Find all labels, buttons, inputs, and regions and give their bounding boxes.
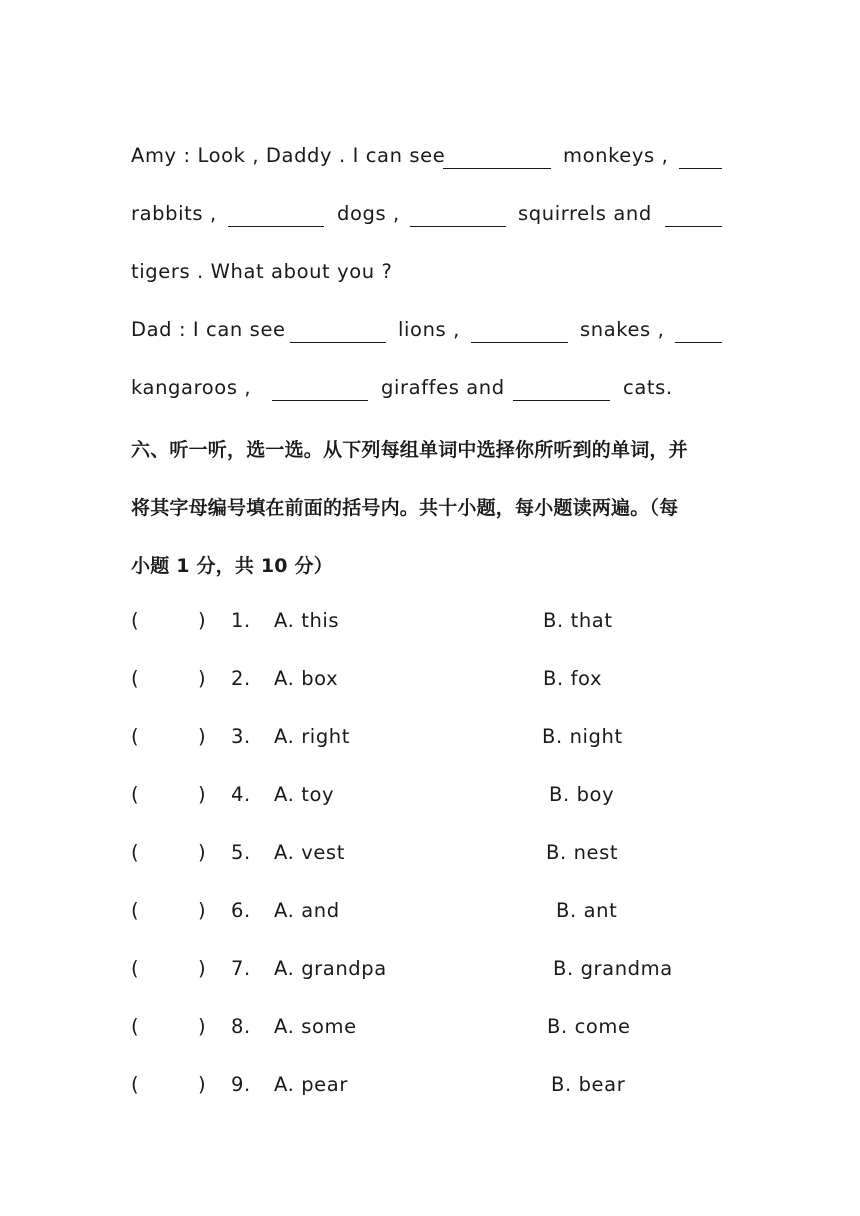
option-b: B. grandma: [553, 957, 673, 980]
answer-bracket-open[interactable]: (: [131, 899, 140, 922]
option-a: A. and: [274, 899, 340, 922]
option-a: A. toy: [274, 783, 335, 806]
answer-blank[interactable]: [443, 168, 551, 169]
question-number: 6.: [231, 899, 251, 922]
amy-line-1: [131, 144, 445, 167]
answer-bracket-close: ): [198, 609, 207, 632]
option-b: B. boy: [549, 783, 615, 806]
amy-monkeys-text: monkeys ,: [563, 144, 669, 167]
question-number: 7.: [231, 957, 251, 980]
dad-lions-text: lions ,: [398, 318, 460, 341]
amy-dogs-text: dogs ,: [337, 202, 400, 225]
question-number: 5.: [231, 841, 251, 864]
option-b: B. nest: [546, 841, 619, 864]
question-item: [0, 957, 860, 987]
answer-bracket-close: ): [198, 1073, 207, 1096]
answer-blank[interactable]: [228, 226, 324, 227]
question-item: [0, 609, 860, 639]
section-6-instruction-line-2: 将其字母编号填在前面的括号内。共十小题，每小题读两遍。（每: [131, 497, 679, 519]
answer-bracket-close: ): [198, 725, 207, 748]
question-number: 4.: [231, 783, 251, 806]
option-a: A. some: [274, 1015, 357, 1038]
answer-bracket-close: ): [198, 783, 207, 806]
question-item: [0, 725, 860, 755]
option-a: A. grandpa: [274, 957, 387, 980]
option-b: B. fox: [543, 667, 603, 690]
section-6-instruction-line-3: 小题 1 分，共 10 分）: [131, 555, 333, 577]
amy-rabbits-text: rabbits ,: [131, 202, 217, 225]
question-number: 8.: [231, 1015, 251, 1038]
amy-speaker-text: Amy : Look , Daddy . I can see: [131, 144, 446, 167]
option-b: B. that: [543, 609, 613, 632]
answer-bracket-open[interactable]: (: [131, 957, 140, 980]
option-b: B. bear: [551, 1073, 626, 1096]
answer-bracket-close: ): [198, 667, 207, 690]
dad-giraffes-text: giraffes and: [381, 376, 505, 399]
amy-tigers-text: tigers . What about you ?: [131, 260, 393, 283]
answer-blank[interactable]: [410, 226, 506, 227]
answer-bracket-close: ): [198, 841, 207, 864]
answer-blank[interactable]: [675, 342, 722, 343]
question-number: 9.: [231, 1073, 251, 1096]
question-item: [0, 1015, 860, 1045]
answer-bracket-open[interactable]: (: [131, 609, 140, 632]
question-item: [0, 1073, 860, 1103]
question-item: [0, 899, 860, 929]
amy-squirrels-text: squirrels and: [518, 202, 652, 225]
answer-blank[interactable]: [513, 400, 610, 401]
question-item: [0, 667, 860, 697]
answer-blank[interactable]: [272, 400, 368, 401]
answer-bracket-close: ): [198, 899, 207, 922]
dad-snakes-text: snakes ,: [580, 318, 665, 341]
question-number: 3.: [231, 725, 251, 748]
answer-blank[interactable]: [665, 226, 722, 227]
dad-cats-text: cats.: [623, 376, 673, 399]
dad-speaker-text: Dad : I can see: [131, 318, 286, 341]
answer-blank[interactable]: [679, 168, 722, 169]
question-item: [0, 841, 860, 871]
answer-bracket-open[interactable]: (: [131, 1073, 140, 1096]
answer-bracket-open[interactable]: (: [131, 667, 140, 690]
answer-bracket-open[interactable]: (: [131, 841, 140, 864]
answer-bracket-open[interactable]: (: [131, 725, 140, 748]
option-a: A. pear: [274, 1073, 348, 1096]
answer-bracket-close: ): [198, 1015, 207, 1038]
option-b: B. come: [547, 1015, 631, 1038]
option-b: B. night: [542, 725, 623, 748]
option-a: A. vest: [274, 841, 345, 864]
answer-bracket-open[interactable]: (: [131, 1015, 140, 1038]
answer-blank[interactable]: [471, 342, 568, 343]
option-a: A. box: [274, 667, 339, 690]
answer-blank[interactable]: [290, 342, 386, 343]
option-b: B. ant: [556, 899, 618, 922]
question-number: 1.: [231, 609, 251, 632]
question-number: 2.: [231, 667, 251, 690]
section-6-instruction-line-1: 六、听一听，选一选。从下列每组单词中选择你所听到的单词，并: [131, 439, 688, 461]
answer-bracket-open[interactable]: (: [131, 783, 140, 806]
option-a: A. this: [274, 609, 340, 632]
answer-bracket-close: ): [198, 957, 207, 980]
dad-kangaroos-text: kangaroos ,: [131, 376, 252, 399]
question-item: [0, 783, 860, 813]
option-a: A. right: [274, 725, 351, 748]
